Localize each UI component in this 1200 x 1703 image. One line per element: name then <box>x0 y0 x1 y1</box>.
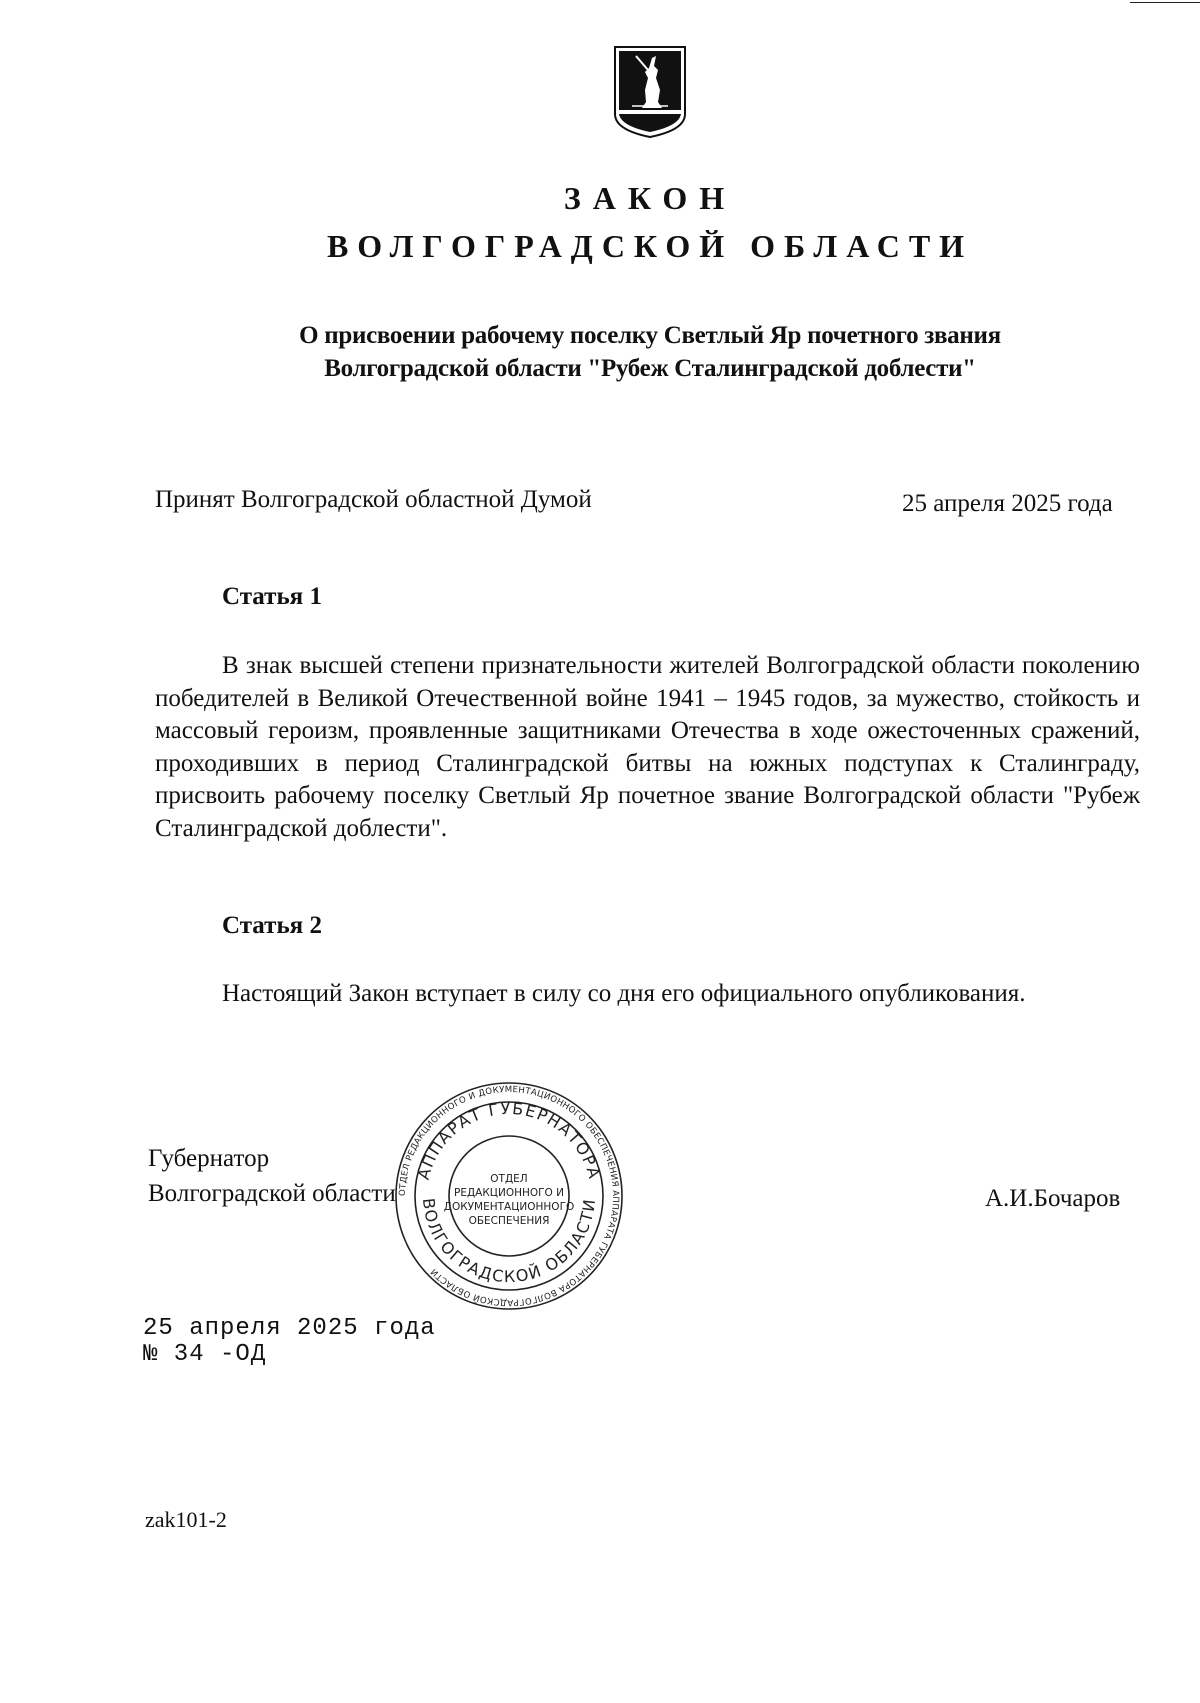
law-number: № 34 -ОД <box>143 1341 267 1368</box>
stamp-center-line-2: РЕДАКЦИОННОГО И <box>454 1187 564 1199</box>
article-2-heading: Статья 2 <box>222 912 322 939</box>
article-1-body <box>155 650 1140 845</box>
stamp-inner-top-text: АППАРАТ ГУБЕРНАТОРА <box>413 1098 605 1182</box>
stamp-outer-text: ОТДЕЛ РЕДАКЦИОННОГО И ДОКУМЕНТАЦИОННОГО ОБЕСПЕЧЕНИЯ АППАРАТА ГУБЕРНАТОРА ВОЛГОГРАДСКОЙ ОБЛАСТИ <box>397 1084 621 1308</box>
document-code: zak101-2 <box>145 1507 227 1532</box>
signatory-title-line-1: Губернатор <box>148 1145 270 1172</box>
adopted-by: Принят Волгоградской областной Думой <box>155 486 592 513</box>
article-2-body: Настоящий Закон вступает в силу со дня его официального опубликования. <box>222 980 1026 1007</box>
coat-of-arms-icon <box>612 44 688 140</box>
scan-edge-mark <box>1130 2 1200 3</box>
stamp-center-line-4: ОБЕСПЕЧЕНИЯ <box>468 1215 550 1227</box>
stamp-center-line-1: ОТДЕЛ <box>490 1173 528 1185</box>
article-1-heading: Статья 1 <box>222 583 322 610</box>
law-subject-line-1: О присвоении рабочему поселку Светлый Яр почетного звания <box>299 322 1001 349</box>
law-region: ВОЛГОГРАДСКОЙ ОБЛАСТИ <box>326 228 974 264</box>
official-stamp-icon <box>393 1080 625 1312</box>
adopted-date: 25 апреля 2025 года <box>902 490 1113 517</box>
stamp-inner-bottom-text: ВОЛГОГРАДСКОЙ ОБЛАСТИ <box>418 1197 600 1287</box>
law-title: ЗАКОН <box>563 180 737 216</box>
signing-date: 25 апреля 2025 года <box>143 1315 436 1342</box>
stamp-center-line-3: ДОКУМЕНТАЦИОННОГО <box>443 1201 575 1213</box>
article-1-text: В знак высшей степени признательности жителей Волгоградской области поколению победителей в Великой Отечественной войне 1941 – 1945 годов, за мужество, стойкость и массовый героизм, проявленные защитниками Отечества в ходе ожесточенных сражений, проходивших в период Сталинградской битвы на южных подступах к Сталинграду, присвоить рабочему поселку Светлый Яр почетное звание Волгоградской области "Рубеж Сталинградской доблести". <box>155 652 1140 842</box>
law-subject-line-2: Волгоградской области "Рубеж Сталинградской доблести" <box>324 355 976 382</box>
signatory-title-line-2: Волгоградской области <box>148 1180 396 1207</box>
signatory-name: А.И.Бочаров <box>985 1185 1121 1212</box>
